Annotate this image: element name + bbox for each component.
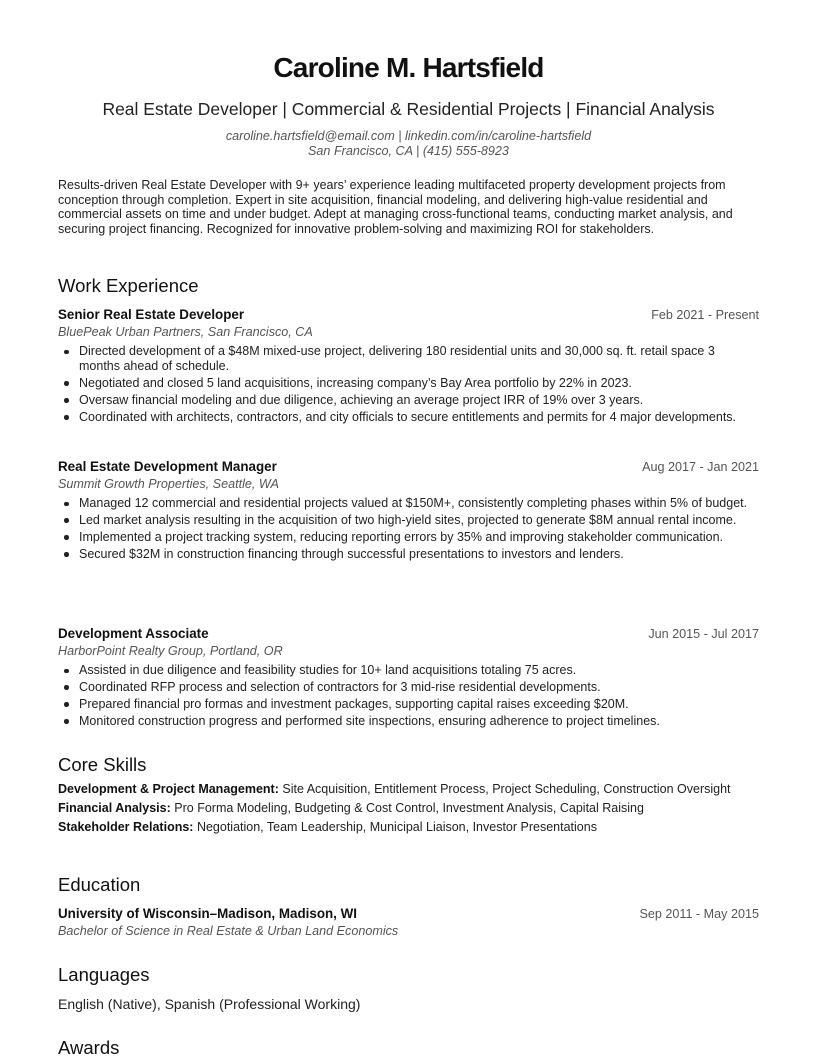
job-bullets: [58, 663, 759, 731]
job-company: BluePeak Urban Partners, San Francisco, CA: [58, 325, 313, 339]
section-title-awards: Awards: [58, 1037, 120, 1058]
job-bullets: [58, 344, 759, 427]
summary: Results-driven Real Estate Developer with 9+ years’ experience leading multifaceted property development projects from conception through completion. Expert in site acquisition, financial modeling, and delivering high-value residential and commercial assets on time and under budget. Adept at managing cross-functional teams, conducting market analysis, and securing project financing. Recognized for innovative problem-solving and maximizing ROI for stakeholders.: [58, 178, 733, 236]
job-title: Development Associate: [58, 626, 209, 641]
job-company: Summit Growth Properties, Seattle, WA: [58, 477, 279, 491]
section-title-work: Work Experience: [58, 275, 199, 296]
list-item: Managed 12 commercial and residential projects valued at $150M+, consistently completing phases within 5% of budget.: [58, 496, 759, 511]
job-title: Real Estate Development Manager: [58, 459, 277, 474]
list-item: Negotiated and closed 5 land acquisitions, increasing company’s Bay Area portfolio by 22% in 2023.: [58, 376, 759, 391]
list-item: Coordinated with architects, contractors, and city officials to secure entitlements and permits for 4 major developments.: [58, 410, 759, 425]
list-item: Directed development of a $48M mixed-use project, delivering 180 residential units and 30,000 sq. ft. retail space 3 months ahead of schedule.: [58, 344, 759, 373]
list-item: Assisted in due diligence and feasibility studies for 10+ land acquisitions totaling 75 acres.: [58, 663, 759, 678]
section-title-education: Education: [58, 874, 141, 895]
list-item: Oversaw financial modeling and due diligence, achieving an average project IRR of 19% over 3 years.: [58, 393, 759, 408]
job-title: Senior Real Estate Developer: [58, 307, 245, 322]
skill-line: [58, 782, 759, 797]
skill-line: [58, 820, 759, 835]
job-company: HarborPoint Realty Group, Portland, OR: [58, 644, 283, 658]
contact-location-phone: San Francisco, CA | (415) 555-8923: [308, 144, 509, 158]
skill-category: Development & Project Management:: [58, 782, 279, 796]
list-item: Coordinated RFP process and selection of contractors for 3 mid-rise residential developments.: [58, 680, 759, 695]
skills-list: [58, 782, 759, 838]
skill-items: Pro Forma Modeling, Budgeting & Cost Control, Investment Analysis, Capital Raising: [174, 800, 644, 815]
skill-category: Financial Analysis:: [58, 800, 171, 815]
job-date: Jun 2015 - Jul 2017: [648, 627, 759, 641]
job-bullets: [58, 496, 759, 564]
contact-email-linkedin: caroline.hartsfield@email.com | linkedin.com/in/caroline-hartsfield: [225, 129, 592, 143]
education-date: Sep 2011 - May 2015: [639, 907, 759, 921]
list-item: Implemented a project tracking system, reducing reporting errors by 35% and improving stakeholder communication.: [58, 530, 759, 545]
education-degree: Bachelor of Science in Real Estate & Urban Land Economics: [58, 924, 399, 938]
list-item: Monitored construction progress and performed site inspections, ensuring adherence to project timelines.: [58, 714, 759, 729]
job-date: Aug 2017 - Jan 2021: [642, 460, 759, 474]
education-school: University of Wisconsin–Madison, Madison, WI: [58, 906, 357, 921]
list-item: Prepared financial pro formas and investment packages, supporting capital raises exceeding $20M.: [58, 697, 759, 712]
headline: Real Estate Developer | Commercial & Residential Projects | Financial Analysis: [102, 99, 715, 119]
list-item: Led market analysis resulting in the acquisition of two high-yield sites, projected to generate $8M annual rental income.: [58, 513, 759, 528]
skill-items: Site Acquisition, Entitlement Process, Project Scheduling, Construction Oversight: [282, 782, 731, 796]
job-date: Feb 2021 - Present: [651, 308, 759, 322]
candidate-name: Caroline M. Hartsfield: [273, 52, 544, 83]
section-title-languages: Languages: [58, 964, 150, 985]
skill-category: Stakeholder Relations:: [58, 819, 194, 834]
section-title-skills: Core Skills: [58, 754, 147, 775]
skill-items: Negotiation, Team Leadership, Municipal Liaison, Investor Presentations: [196, 819, 597, 834]
languages-list: English (Native), Spanish (Professional Working): [58, 996, 361, 1012]
list-item: Secured $32M in construction financing through successful presentations to investors and lenders.: [58, 547, 759, 562]
skill-line: [58, 801, 759, 816]
contact-info: [58, 129, 759, 159]
